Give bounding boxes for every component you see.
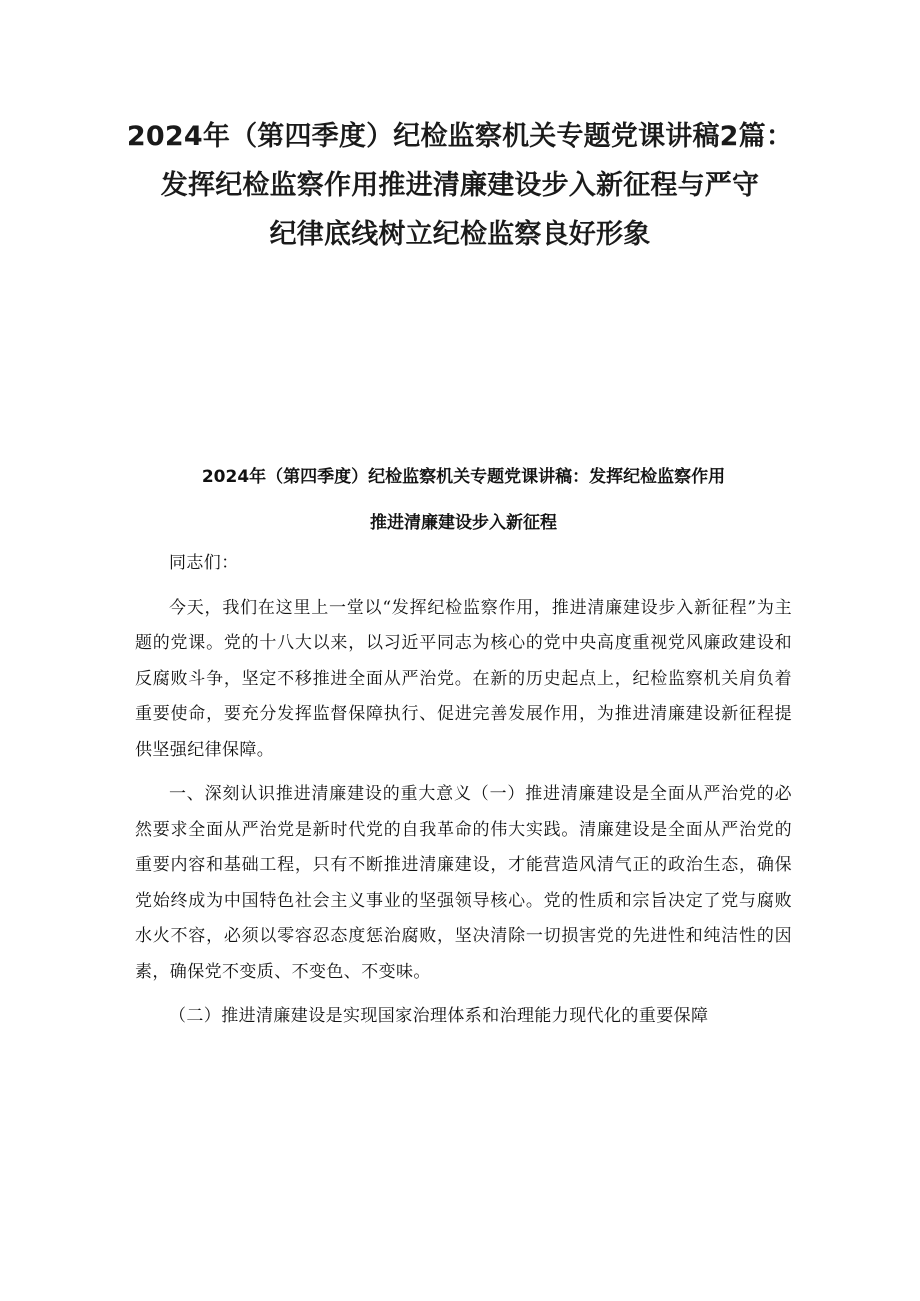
section-title-line-1: 2024年（第四季度）纪检监察机关专题党课讲稿：发挥纪检监察作用 <box>201 467 726 487</box>
paragraph-section-two-heading: （二）推进清廉建设是实现国家治理体系和治理能力现代化的重要保障 <box>169 1006 709 1026</box>
section-title <box>135 454 792 546</box>
main-title-line-3: 纪律底线树立纪检监察良好形象 <box>269 219 651 250</box>
paragraph-intro: 今天，我们在这里上一堂以“发挥纪检监察作用，推进清廉建设步入新征程”为主题的党课。党的十八大以来，以习近平同志为核心的党中央高度重视党风廉政建设和反腐败斗争，坚定不移推进全面从严治党。在新的历史起点上，纪检监察机关肩负着重要使命，要充分发挥监督保障执行、促进完善发展作用，为推进清廉建设新征程提供坚强纪律保障。 <box>135 597 792 760</box>
paragraph-section-one: 一、深刻认识推进清廉建设的重大意义（一）推进清廉建设是全面从严治党的必然要求全面从严治党是新时代党的自我革命的伟大实践。清廉建设是全面从严治党的重要内容和基础工程，只有不断推进清廉建设，才能营造风清气正的政治生态，确保党始终成为中国特色社会主义事业的坚强领导核心。党的性质和宗旨决定了党与腐败水火不容，必须以零容忍态度惩治腐败，坚决清除一切损害党的先进性和纯洁性的因素，确保党不变质、不变色、不变味。 <box>135 784 792 982</box>
section-title-line-2: 推进清廉建设步入新征程 <box>370 513 557 533</box>
main-title-line-2: 发挥纪检监察作用推进清廉建设步入新征程与严守 <box>160 170 760 201</box>
main-title <box>120 112 800 259</box>
main-title-line-1: 2024年（第四季度）纪检监察机关专题党课讲稿2篇： <box>126 121 794 152</box>
document-body <box>135 546 792 1044</box>
salutation: 同志们： <box>169 553 239 573</box>
